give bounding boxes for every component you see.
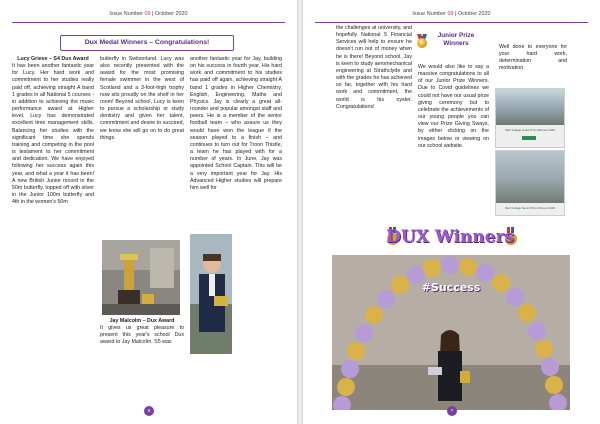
dux-winners-text: DUX Winners [386, 227, 514, 247]
page-number-left: 6 [144, 406, 154, 416]
jay-heading: Jay Malcolm – Dux Award [109, 318, 175, 324]
school-building-image [496, 151, 564, 203]
issue-label: Issue Number [412, 11, 446, 17]
issue-number: 09 [447, 11, 454, 17]
article-column-3 [190, 56, 282, 192]
trophy-photo [102, 240, 180, 315]
junior-prize-sway-link[interactable] [495, 88, 565, 148]
senior-sway-caption: Marr College Senior Prize Winners 2020 [504, 206, 556, 210]
header-rule [12, 22, 285, 23]
article-column-1 [12, 56, 94, 206]
lucy-heading: Lucy Grieve – S4 Dux Award [17, 56, 89, 62]
dux-winners-title [335, 224, 565, 250]
issue-header-right [303, 11, 600, 17]
school-building-image [496, 89, 564, 125]
medal-icon [416, 34, 428, 48]
prize-column [418, 64, 489, 150]
left-page [0, 0, 297, 424]
jay-photo [190, 234, 232, 354]
right-page [303, 0, 600, 424]
jay-body: It gives us great pleasure to present this year's school Dux award to Jay Malcolm. S5 was [100, 325, 184, 346]
issue-header [0, 11, 297, 17]
header-rule-right [315, 22, 588, 23]
jay-section [100, 318, 184, 347]
banner-title: Dux Medal Winners – Congratulations! [84, 39, 210, 46]
sway-start-button[interactable] [522, 136, 536, 140]
lucy-body-continued: butterfly in Switzerland. Lucy was also recently presented with the award for the most promising female swimmer in the west of Scotland and a 3-foot-high trophy now sits proudly on the shelf in her room! Beyond school, Lucy is keen to pursue a scholarship or study dentistry and given her talent, commitment and desire to succeed, we know she will go on to do great things. [100, 56, 184, 141]
issue-number: 09 [144, 11, 151, 17]
article-column-2 [100, 56, 184, 142]
success-sign: #Success [421, 281, 481, 294]
issue-date: | October 2020 [454, 11, 491, 17]
jay-body-continued: another fantastic year for Jay, building on his success in fourth year. His hard work and commitment to his studies has paid off again, achieving straight A band 1 grades in Higher Chemistry, English, Engineering, Maths and Physics. Jay is clearly a great all-rounder and popular amongst staff and peers. He is a member of the senior football team – who assure us they would have won the league if the season played to a finish – and continues to turn out for Troon Thistle, a team he has played with for a number of years. In June, Jay was appointed School Captain. This will be a very important year for Jay. His Advanced Higher studies will prepare him well for [190, 56, 282, 191]
jay-column-continued [336, 25, 412, 111]
senior-prize-sway-link[interactable] [495, 150, 565, 216]
jay-conclusion: the challenges at university, and hopefully National 5 Financial Services will help to ensure he doesn't run out of money when he is there! Beyond school, Jay is keen to study aeromechanical engineering at Strathclyde and with the grades he has achieved so far, together with his hard work and commitment, the world is his oyster. Congratulations! [336, 25, 412, 110]
junior-sway-caption: Marr College Junior Prize Winners 2020 [505, 128, 555, 132]
dux-banner [60, 35, 234, 51]
success-photo [332, 255, 570, 410]
well-done-text: Well done to everyone for your hard work, determination and motivation. [499, 44, 567, 72]
issue-label: Issue Number [109, 11, 143, 17]
prize-body: We would also like to say a massive congratulations to all of our Junior Prize Winners. Due to Covid guidelines we could not have our usual prize giving ceremony but to celebrate the achievements of our young people you can view our Prize Giving Sways, by either clicking on the images below or viewing on our school website. [418, 64, 489, 149]
well-done-column [499, 44, 567, 73]
issue-date: | October 2020 [151, 11, 188, 17]
lucy-body: It has been another fantastic year for Lucy. Her hard work and commitment to her studies really paid off, achieving straight A band 1 grades in all National 5 courses - in addition to achieving the music performance award at Higher level. Lucy has demonstrated excellent time management skills. Balancing her studies with the significant time she spends training and competing in the pool is testament to her commitment and dedication. We have enjoyed following her success again this year, and what a year it has been! A new British Junior record in the 50m butterfly, topped off with silver in the Junior 100m butterfly and 4th in the women's 50m [12, 63, 94, 206]
page-number-right: 7 [447, 406, 457, 416]
prize-title: Junior Prize Winners [437, 32, 475, 47]
